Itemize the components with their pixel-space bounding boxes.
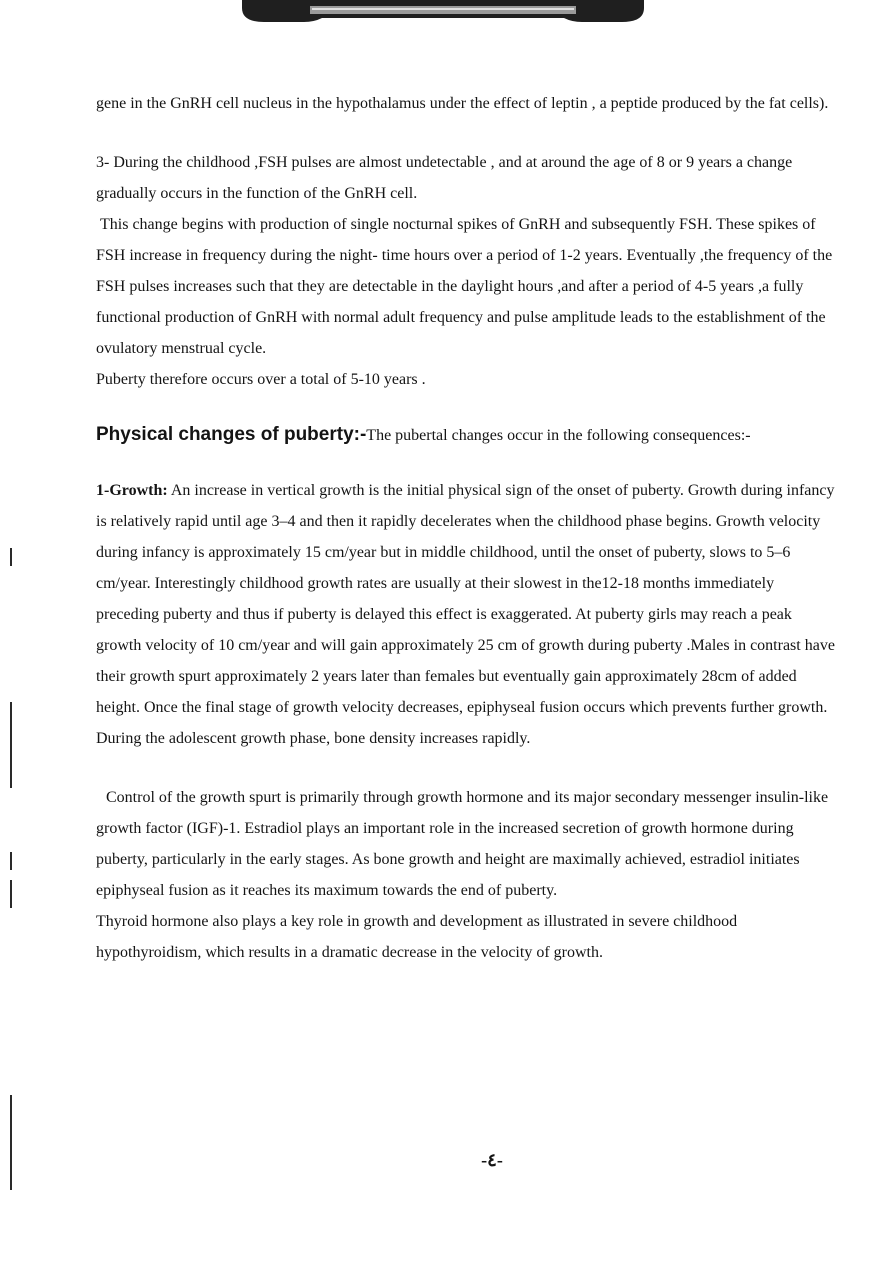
growth-label: 1-Growth:	[96, 482, 168, 499]
section-physical-changes	[96, 419, 836, 451]
scan-edge-mark	[10, 702, 12, 788]
scan-edge-mark	[10, 1095, 12, 1190]
paragraph-leptin: gene in the GnRH cell nucleus in the hypothalamus under the effect of leptin , a peptide produced by the fat cells).	[96, 95, 829, 112]
paragraph-puberty-duration: Puberty therefore occurs over a total of 5-10 years .	[96, 371, 426, 388]
binder-clip-icon	[242, 0, 644, 24]
scan-edge-mark	[10, 852, 12, 870]
growth-text: An increase in vertical growth is the initial physical sign of the onset of puberty. Growth during infancy is relatively rapid until age 3–4 and then it rapidly decelerates when the childhood phase begins. Growth velocity during infancy is approximately 15 cm/year but in middle childhood, until the onset of puberty, slows to 5–6 cm/year. Interestingly childhood growth rates are usually at their slowest in the12-18 months immediately preceding puberty and thus if puberty is delayed this effect is exaggerated. At puberty girls may reach a peak growth velocity of 10 cm/year and will gain approximately 25 cm of growth during puberty .Males in contrast have their growth spurt approximately 2 years later than females but eventually gain approximately 28cm of added height. Once the final stage of growth velocity decreases, epiphyseal fusion occurs which prevents further growth. During the adolescent growth phase, bone density increases rapidly.	[96, 482, 835, 747]
paragraph-gnrh-change: This change begins with production of single nocturnal spikes of GnRH and subsequently FSH. These spikes of FSH increase in frequency during the night- time hours over a period of 1-2 years. Eventually ,the frequency of the FSH pulses increases such that they are detectable in the daylight hours ,and after a period of 4-5 years ,a fully functional production of GnRH with normal adult frequency and pulse amplitude leads to the establishment of the ovulatory menstrual cycle.	[96, 216, 833, 357]
document-page	[96, 88, 836, 968]
page-number: -٤-	[481, 1150, 503, 1170]
scan-edge-mark	[10, 880, 12, 908]
section-intro: The pubertal changes occur in the following consequences:-	[366, 427, 751, 444]
paragraph-growth	[96, 475, 836, 754]
section-heading: Physical changes of puberty:-	[96, 424, 367, 445]
scan-edge-mark	[10, 548, 12, 566]
paragraph-thyroid: Thyroid hormone also plays a key role in growth and development as illustrated in severe childhood hypothyroidism, which results in a dramatic decrease in the velocity of growth.	[96, 913, 738, 961]
paragraph-fsh-pulses: 3- During the childhood ,FSH pulses are almost undetectable , and at around the age of 8 or 9 years a change gradually occurs in the function of the GnRH cell.	[96, 154, 793, 202]
paragraph-growth-control: Control of the growth spurt is primarily through growth hormone and its major secondary messenger insulin-like growth factor (IGF)-1. Estradiol plays an important role in the increased secretion of growth hormone during puberty, particularly in the early stages. As bone growth and height are maximally achieved, estradiol initiates epiphyseal fusion as it reaches its maximum towards the end of puberty.	[96, 789, 829, 899]
